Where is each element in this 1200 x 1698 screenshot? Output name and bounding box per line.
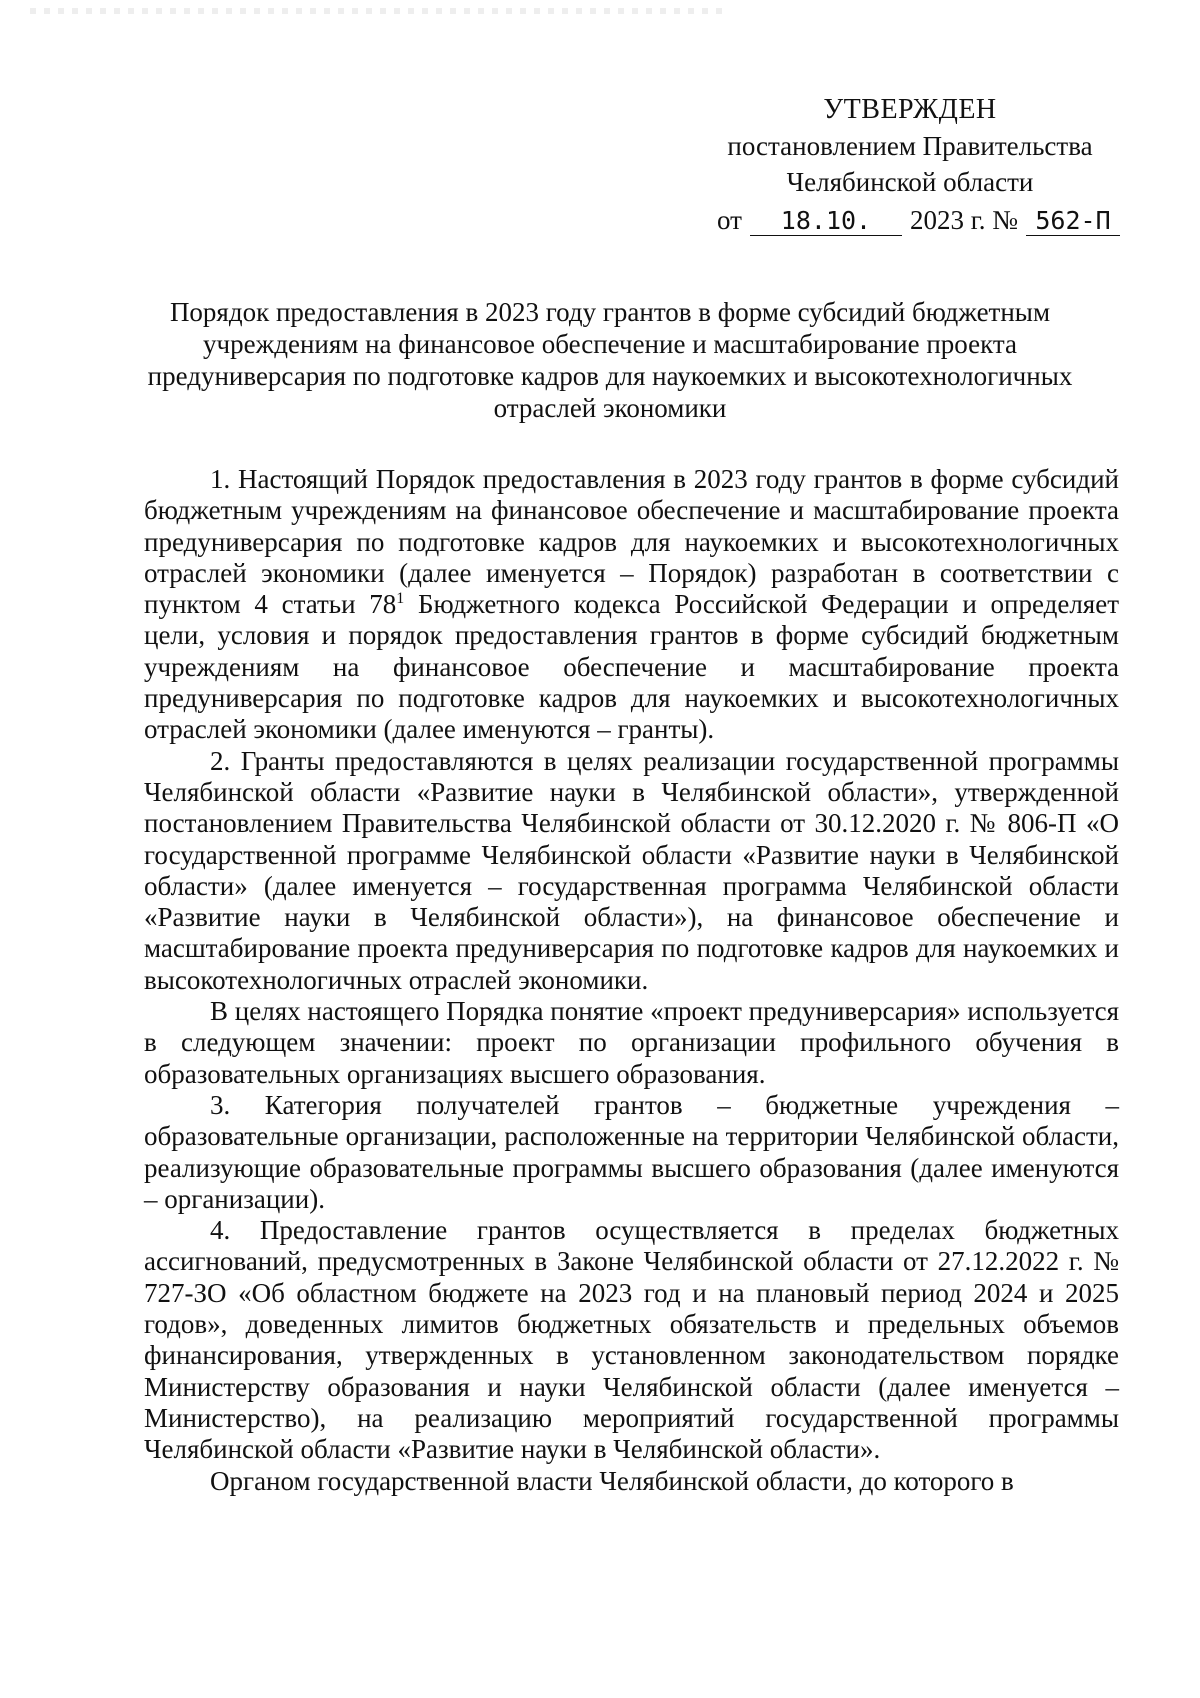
document-title: Порядок предоставления в 2023 году грантов в форме субсидий бюджетным учреждениям на финансовое обеспечение и масштабирование проекта предуниверсария по подготовке кадров для наукоемких и высокотехнологичных отраслей экономики bbox=[147, 297, 1073, 423]
approval-line-1: постановлением Правительства bbox=[727, 131, 1093, 161]
article-superscript: 1 bbox=[396, 590, 405, 608]
document-body bbox=[144, 464, 1119, 1497]
paragraph-6: Органом государственной власти Челябинской области, до которого в bbox=[210, 1465, 1014, 1496]
resolution-number: 562-П bbox=[1026, 207, 1120, 236]
paragraph-2: 2. Гранты предоставляются в целях реализации государственной программы Челябинской области «Развитие науки в Челябинской области», утвержденной постановлением Правительства Челябинской области от 30.12.2020 г. № 806-П «О государственной программе Челябинской области «Развитие науки в Челябинской области» (далее именуется – государственная программа Челябинской области «Развитие науки в Челябинской области»), на финансовое обеспечение и масштабирование проекта предуниверсария по подготовке кадров для наукоемких и высокотехнологичных отраслей экономики. bbox=[144, 745, 1119, 995]
year-text: 2023 г. № bbox=[909, 205, 1018, 235]
paragraph-4: 3. Категория получателей грантов – бюджетные учреждения – образовательные организации, расположенные на территории Челябинской области, реализующие образовательные программы высшего образования (далее именуются – организации). bbox=[144, 1089, 1119, 1214]
scan-artifact bbox=[30, 8, 730, 14]
paragraph-3: В целях настоящего Порядка понятие «проект предуниверсария» используется в следующем значении: проект по организации профильного обучения в образовательных организациях высшего образования. bbox=[144, 996, 1119, 1089]
approval-date-line bbox=[700, 202, 1120, 238]
approval-block bbox=[700, 92, 1120, 238]
date-prefix: от bbox=[717, 205, 742, 235]
paragraph-1 bbox=[144, 464, 1119, 746]
handwritten-date: 18.10. bbox=[750, 207, 902, 236]
paragraph-1-text: 1. Настоящий Порядок предоставления в 2023 году грантов в форме субсидий бюджетным учреждениям на финансовое обеспечение и масштабирование проекта предуниверсария по подготовке кадров для наукоемких и высокотехнологичных отраслей экономики (далее именуется – Порядок) разработан в соответствии с пунктом 4 статьи 78 bbox=[144, 464, 1119, 620]
paragraph-1-text-cont: Бюджетного кодекса Российской Федерации и определяет цели, условия и порядок предоставления грантов в форме субсидий бюджетным учреждениям на финансовое обеспечение и масштабирование проекта предуниверсария по подготовке кадров для наукоемких и высокотехнологичных отраслей экономики (далее именуются – гранты). bbox=[144, 589, 1120, 745]
approval-line-2: Челябинской области bbox=[786, 167, 1034, 197]
approval-title: УТВЕРЖДЕН bbox=[823, 94, 997, 125]
paragraph-5: 4. Предоставление грантов осуществляется в пределах бюджетных ассигнований, предусмотренных в Законе Челябинской области от 27.12.2022 г. № 727-ЗО «Об областном бюджете на 2023 год и на плановый период 2024 и 2025 годов», доведенных лимитов бюджетных обязательств и предельных объемов финансирования, утвержденных в установленном законодательством порядке Министерству образования и науки Челябинской области (далее именуется – Министерство), на реализацию мероприятий государственной программы Челябинской области «Развитие науки в Челябинской области». bbox=[144, 1215, 1119, 1465]
